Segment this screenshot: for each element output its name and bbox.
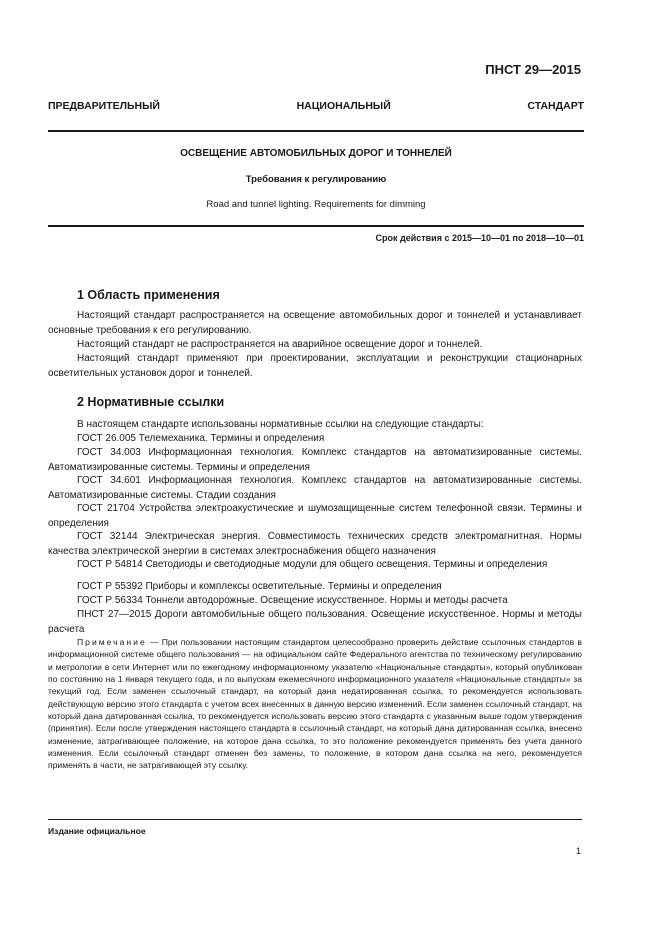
note-text: — При пользовании настоящим стандартом целесообразно проверить действие ссылочных стандартов в информационной системе общего пользования — на официальном сайте Федерального агентства по техническому регулированию и метрологии в сети Интернет или по ежегодному информационному указателю «Национальные стандарты», который опубликован по состоянию на 1 января текущего года, и по выпускам ежемесячного информационного указателя «Национальные стандарты» за текущий год. Если заменен ссылочный стандарт, на который дана недатированная ссылка, то рекомендуется использовать действующую версию этого стандарта с учетом всех внесенных в данную версию изменений. Если заменен ссылочный стандарт, на который дана датированная ссылка, то рекомендуется использовать версию этого стандарта с указанным выше годом утверждения (принятия). Если после утверждения настоящего стандарта в ссылочный стандарт, на который дана датированная ссылка, внесено изменение, затрагивающее положение, на которое дана ссылка, то это положение рекомендуется применять без учета данного изменения. Если ссылочный стандарт отменен без замены, то положение, в котором дана ссылка на него, рекомендуется применять в части, не затрагивающей эту ссылку. (48, 637, 582, 771)
official-edition-label: Издание официальное (48, 826, 146, 836)
section-1-paragraph: Настоящий стандарт не распространяется на аварийное освещение дорог и тоннелей. (77, 339, 483, 350)
section-2-paragraph: В настоящем стандарте использованы нормативные ссылки на следующие стандарты: (77, 419, 484, 430)
reference-item: ПНСТ 27—2015 Дороги автомобильные общего пользования. Освещение искусственное. Нормы и методы расчета (48, 609, 582, 635)
title-divider (48, 225, 584, 227)
banner-word-national: НАЦИОНАЛЬНЫЙ (296, 100, 391, 112)
top-divider (48, 130, 584, 132)
validity-period: Срок действия с 2015—10—01 по 2018—10—01 (375, 233, 584, 243)
reference-item: ГОСТ Р 54814 Светодиоды и светодиодные модули для общего освещения. Термины и определения (77, 559, 548, 570)
note-label: Примечание (77, 637, 147, 647)
section-2-heading: 2 Нормативные ссылки (77, 395, 225, 409)
reference-item: ГОСТ 34.003 Информационная технология. Комплекс стандартов на автоматизированные системы. Автоматизированные системы. Термины и определения (48, 447, 582, 473)
reference-item: ГОСТ 32144 Электрическая энергия. Совместимость технических средств электромагнитная. Нормы качества электрической энергии в системах электроснабжения общего назначения (48, 531, 582, 557)
reference-note (48, 636, 582, 772)
document-title: ОСВЕЩЕНИЕ АВТОМОБИЛЬНЫХ ДОРОГ И ТОННЕЛЕЙ (180, 148, 452, 159)
document-type-banner (48, 100, 584, 112)
footer-divider (48, 819, 582, 820)
banner-word-preliminary: ПРЕДВАРИТЕЛЬНЫЙ (48, 100, 160, 112)
banner-word-standard: СТАНДАРТ (527, 100, 584, 112)
section-1-heading: 1 Область применения (77, 288, 220, 302)
document-subtitle: Требования к регулированию (245, 174, 387, 185)
reference-item: ГОСТ 21704 Устройства электроакустические и шумозащищенные систем телефонной связи. Термины и определения (48, 503, 582, 529)
document-title-english: Road and tunnel lighting. Requirements for dimming (206, 199, 426, 210)
reference-item: ГОСТ 26.005 Телемеханика. Термины и определения (77, 433, 325, 444)
reference-item: ГОСТ Р 56334 Тоннели автодорожные. Освещение искусственное. Нормы и методы расчета (77, 595, 508, 606)
standard-number: ПНСТ 29—2015 (485, 62, 581, 77)
reference-item: ГОСТ Р 55392 Приборы и комплексы осветительные. Термины и определения (77, 581, 442, 592)
section-1-paragraph: Настоящий стандарт распространяется на освещение автомобильных дорог и тоннелей и устанавливает основные требования к его регулированию. (48, 310, 582, 336)
page-number: 1 (575, 846, 581, 856)
reference-item: ГОСТ 34.601 Информационная технология. Комплекс стандартов на автоматизированные системы. Автоматизированные системы. Стадии создания (48, 475, 582, 501)
section-1-paragraph: Настоящий стандарт применяют при проектировании, эксплуатации и реконструкции стационарных осветительных установок дорог и тоннелей. (48, 353, 582, 379)
